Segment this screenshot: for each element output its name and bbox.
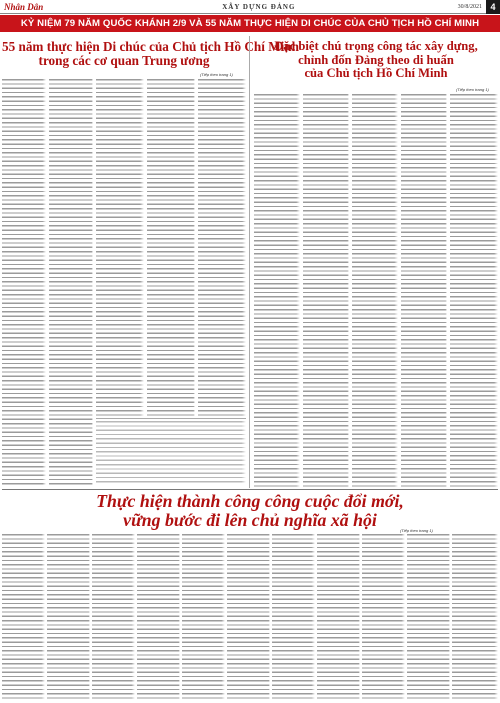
article-2-continuation: (Tiếp theo trang 1) [456, 87, 489, 92]
headline-line: Đặc biệt chú trọng công tác xây dựng, [274, 39, 478, 53]
page-number: 4 [486, 0, 500, 14]
section-title: XÂY DỰNG ĐẢNG [222, 2, 296, 11]
article-2-column-4 [401, 94, 447, 488]
anniversary-banner: KỶ NIỆM 79 NĂM QUỐC KHÁNH 2/9 VÀ 55 NĂM THỰC HIỆN DI CHÚC CỦA CHỦ TỊCH HỒ CHÍ MINH [0, 15, 500, 32]
article-1-notes [96, 421, 246, 485]
article-3-column-7 [272, 534, 315, 701]
article-1-column-4 [147, 79, 195, 417]
headline-line: trong các cơ quan Trung ương [38, 53, 210, 69]
article-3-column-8 [317, 534, 360, 701]
column-divider [249, 36, 250, 488]
article-2-headline [254, 40, 498, 81]
headline-line: của Chủ tịch Hồ Chí Minh [304, 66, 448, 81]
headline-line: chỉnh đốn Đảng theo di huấn [298, 52, 454, 67]
article-1-headline [2, 39, 299, 69]
headline-line: Thực hiện thành công công cuộc đổi mới, [96, 491, 404, 511]
headline-line: vững bước đi lên chủ nghĩa xã hội [123, 510, 377, 531]
article-3-column-5 [182, 534, 225, 701]
headline-line: 55 năm thực hiện Di chúc của Chủ tịch Hồ Chí Minh [2, 39, 299, 54]
notes-divider [96, 418, 246, 419]
article-3-column-6 [227, 534, 270, 701]
article-1-continuation: (Tiếp theo trang 1) [200, 72, 233, 77]
masthead [0, 0, 500, 14]
paper-name: Nhân Dân [4, 1, 44, 12]
article-3-continuation: (Tiếp theo trang 1) [400, 528, 433, 533]
article-2-column-5 [450, 94, 498, 488]
issue-date: 30/8/2021 [457, 3, 482, 10]
article-2-column-1 [254, 94, 300, 488]
article-3-column-10 [407, 534, 450, 701]
article-2-column-2 [303, 94, 349, 488]
article-3-column-2 [47, 534, 90, 701]
article-2-column-3 [352, 94, 398, 488]
article-3-column-3 [92, 534, 135, 701]
article-3-column-4 [137, 534, 180, 701]
article-1-column-3 [96, 79, 144, 417]
article-3-column-1 [2, 534, 45, 701]
article-1-column-2 [49, 79, 93, 487]
article-3-headline [4, 492, 496, 530]
article-1-column-5 [198, 79, 246, 417]
article-3-column-11 [452, 534, 498, 701]
section-divider [2, 489, 498, 490]
article-1-column-1 [2, 79, 46, 487]
article-3-column-9 [362, 534, 405, 701]
